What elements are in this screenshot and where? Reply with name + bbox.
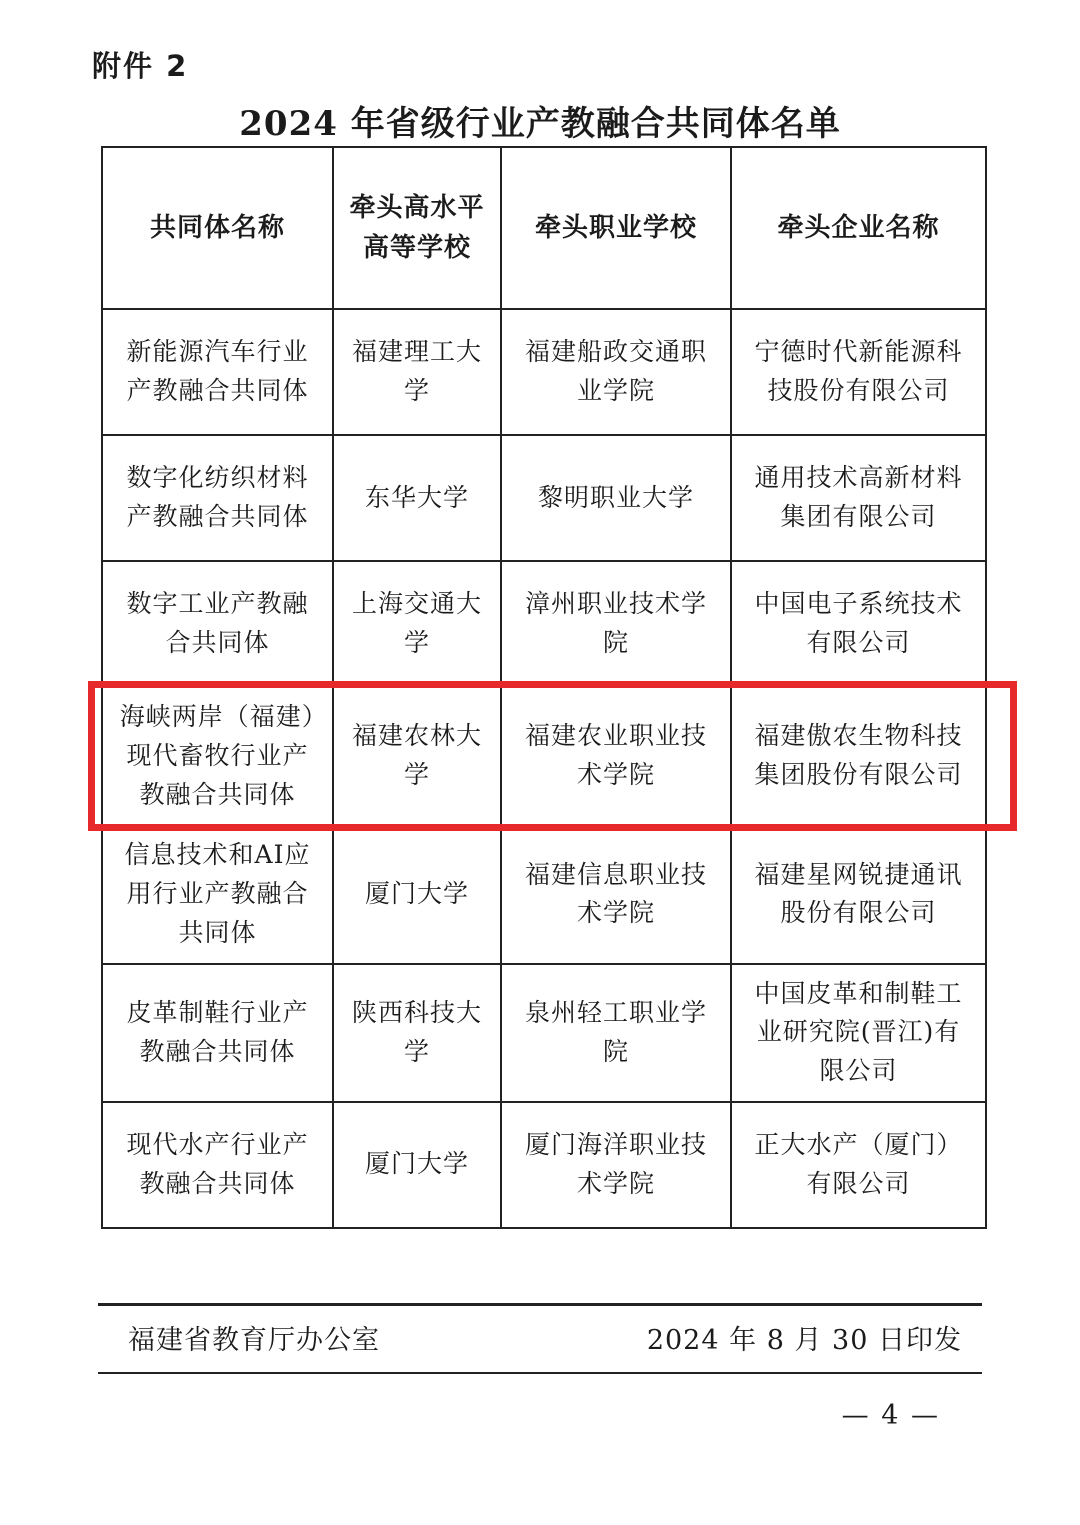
cell-enterprise: 中国电子系统技术有限公司 xyxy=(731,561,986,687)
cell-university: 厦门大学 xyxy=(333,825,501,963)
cell-name: 皮革制鞋行业产教融合共同体 xyxy=(102,964,333,1102)
footer-office: 福建省教育厅办公室 xyxy=(128,1325,380,1356)
cell-name: 信息技术和AI应用行业产教融合共同体 xyxy=(102,825,333,963)
cell-university: 上海交通大学 xyxy=(333,561,501,687)
cell-vocational: 泉州轻工职业学院 xyxy=(501,964,731,1102)
table-row xyxy=(102,964,986,1102)
table-row-highlighted xyxy=(102,687,986,825)
cell-vocational: 福建船政交通职业学院 xyxy=(501,309,731,435)
column-header-university-line2: 高等学校 xyxy=(362,233,471,263)
cell-university: 福建农林大学 xyxy=(333,687,501,825)
column-header-enterprise: 牵头企业名称 xyxy=(731,147,986,309)
page-number: — 4 — xyxy=(841,1400,940,1431)
cell-university: 陕西科技大学 xyxy=(333,964,501,1102)
cell-university: 东华大学 xyxy=(333,435,501,561)
column-header-university-line1: 牵头高水平 xyxy=(349,192,485,223)
attachment-label: 附件 2 xyxy=(92,49,189,83)
page-title: 2024 年省级行业产教融合共同体名单 xyxy=(239,104,841,144)
table-row xyxy=(102,561,986,687)
footer-divider-top xyxy=(98,1303,982,1306)
table-row xyxy=(102,1102,986,1228)
table-row xyxy=(102,309,986,435)
footer-date: 2024 年 8 月 30 日印发 xyxy=(646,1325,962,1356)
cell-enterprise: 宁德时代新能源科技股份有限公司 xyxy=(731,309,986,435)
footer-divider-bottom xyxy=(98,1372,982,1374)
cell-vocational: 福建信息职业技术学院 xyxy=(501,825,731,963)
cell-university: 福建理工大学 xyxy=(333,309,501,435)
cell-name: 新能源汽车行业产教融合共同体 xyxy=(102,309,333,435)
column-header-name: 共同体名称 xyxy=(102,147,333,309)
cell-enterprise: 福建傲农生物科技集团股份有限公司 xyxy=(731,687,986,825)
table-row xyxy=(102,825,986,963)
cell-vocational: 漳州职业技术学院 xyxy=(501,561,731,687)
cell-name: 现代水产行业产教融合共同体 xyxy=(102,1102,333,1228)
table-header-row xyxy=(102,147,986,309)
cell-name: 数字工业产教融合共同体 xyxy=(102,561,333,687)
cell-enterprise: 中国皮革和制鞋工业研究院(晋江)有限公司 xyxy=(731,964,986,1102)
cell-vocational: 厦门海洋职业技术学院 xyxy=(501,1102,731,1228)
cell-vocational: 黎明职业大学 xyxy=(501,435,731,561)
cell-enterprise: 福建星网锐捷通讯股份有限公司 xyxy=(731,825,986,963)
cell-enterprise: 通用技术高新材料集团有限公司 xyxy=(731,435,986,561)
cell-university: 厦门大学 xyxy=(333,1102,501,1228)
cell-name: 数字化纺织材料产教融合共同体 xyxy=(102,435,333,561)
table-row xyxy=(102,435,986,561)
consortium-table xyxy=(101,146,987,1229)
cell-vocational: 福建农业职业技术学院 xyxy=(501,687,731,825)
cell-name: 海峡两岸（福建）现代畜牧行业产教融合共同体 xyxy=(102,687,333,825)
cell-enterprise: 正大水产（厦门）有限公司 xyxy=(731,1102,986,1228)
column-header-university xyxy=(333,147,501,309)
column-header-vocational: 牵头职业学校 xyxy=(501,147,731,309)
